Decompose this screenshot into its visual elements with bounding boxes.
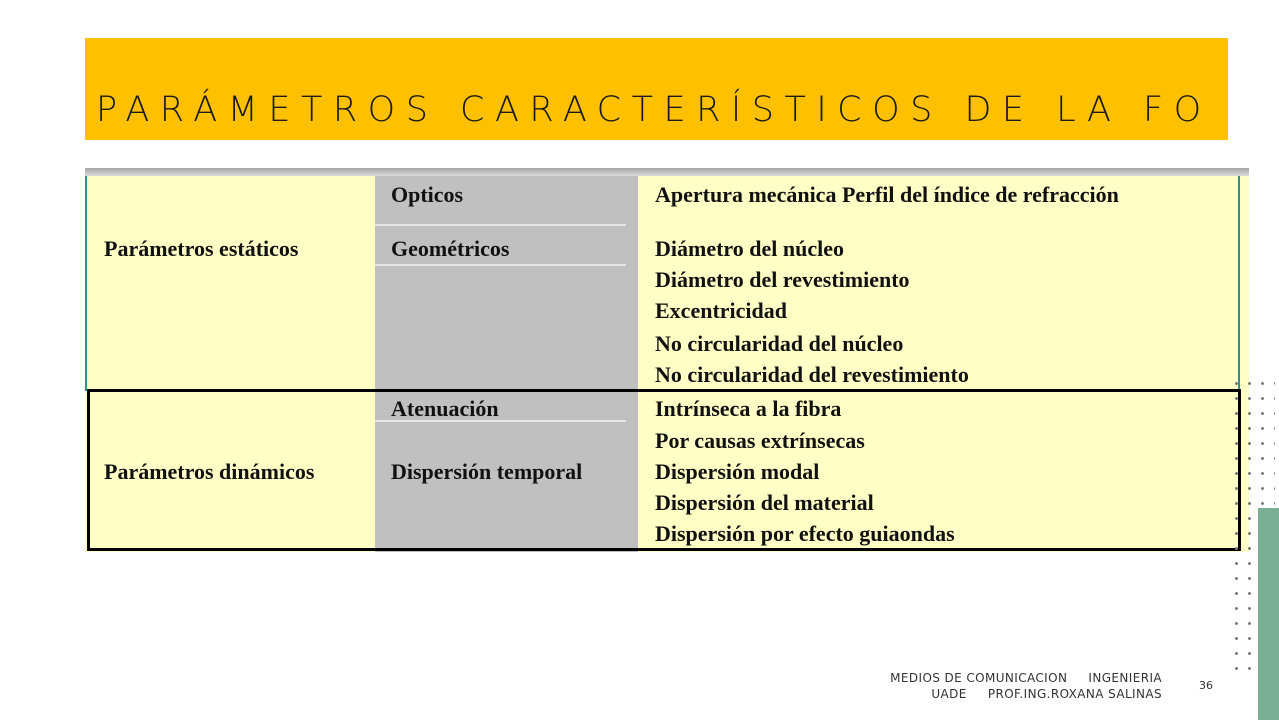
parameter-item: Apertura mecánica Perfil del índice de refracción <box>655 182 1119 207</box>
group-atenuacion: Atenuación <box>391 396 499 421</box>
parameters-table <box>85 168 1249 552</box>
parameter-item: Diámetro del núcleo <box>655 236 845 261</box>
page-number: 36 <box>1199 679 1213 692</box>
parameter-item: No circularidad del núcleo <box>655 331 904 356</box>
footer <box>770 670 1162 702</box>
group-dispersion-temporal: Dispersión temporal <box>391 459 583 484</box>
footer-line-2: UADE PROF.ING.ROXANA SALINAS <box>931 687 1162 701</box>
table-edge-right <box>1238 176 1240 391</box>
parameter-item: Diámetro del revestimiento <box>655 267 910 292</box>
category-static: Parámetros estáticos <box>104 236 299 261</box>
parameter-item: Dispersión modal <box>655 459 820 484</box>
group-divider <box>375 264 626 266</box>
table-top-edge <box>85 168 1249 176</box>
group-divider <box>375 224 626 226</box>
parameter-item: Dispersión por efecto guiaondas <box>655 521 955 546</box>
accent-bar <box>1258 508 1279 720</box>
group-opticos: Opticos <box>391 182 464 207</box>
footer-line-1: MEDIOS DE COMUNICACION INGENIERIA <box>890 671 1162 685</box>
parameter-item: Por causas extrínsecas <box>655 428 865 453</box>
parameter-item: No circularidad del revestimiento <box>655 362 969 387</box>
slide-title: PARÁMETROS CARACTERÍSTICOS DE LA FO <box>96 90 1212 130</box>
parameter-item: Intrínseca a la fibra <box>655 396 842 421</box>
parameter-item: Excentricidad <box>655 298 787 323</box>
group-geometricos: Geométricos <box>391 236 510 261</box>
title-bar <box>85 38 1228 140</box>
category-dynamic: Parámetros dinámicos <box>104 459 315 484</box>
table-edge-left <box>85 176 87 391</box>
parameter-item: Dispersión del material <box>655 490 874 515</box>
